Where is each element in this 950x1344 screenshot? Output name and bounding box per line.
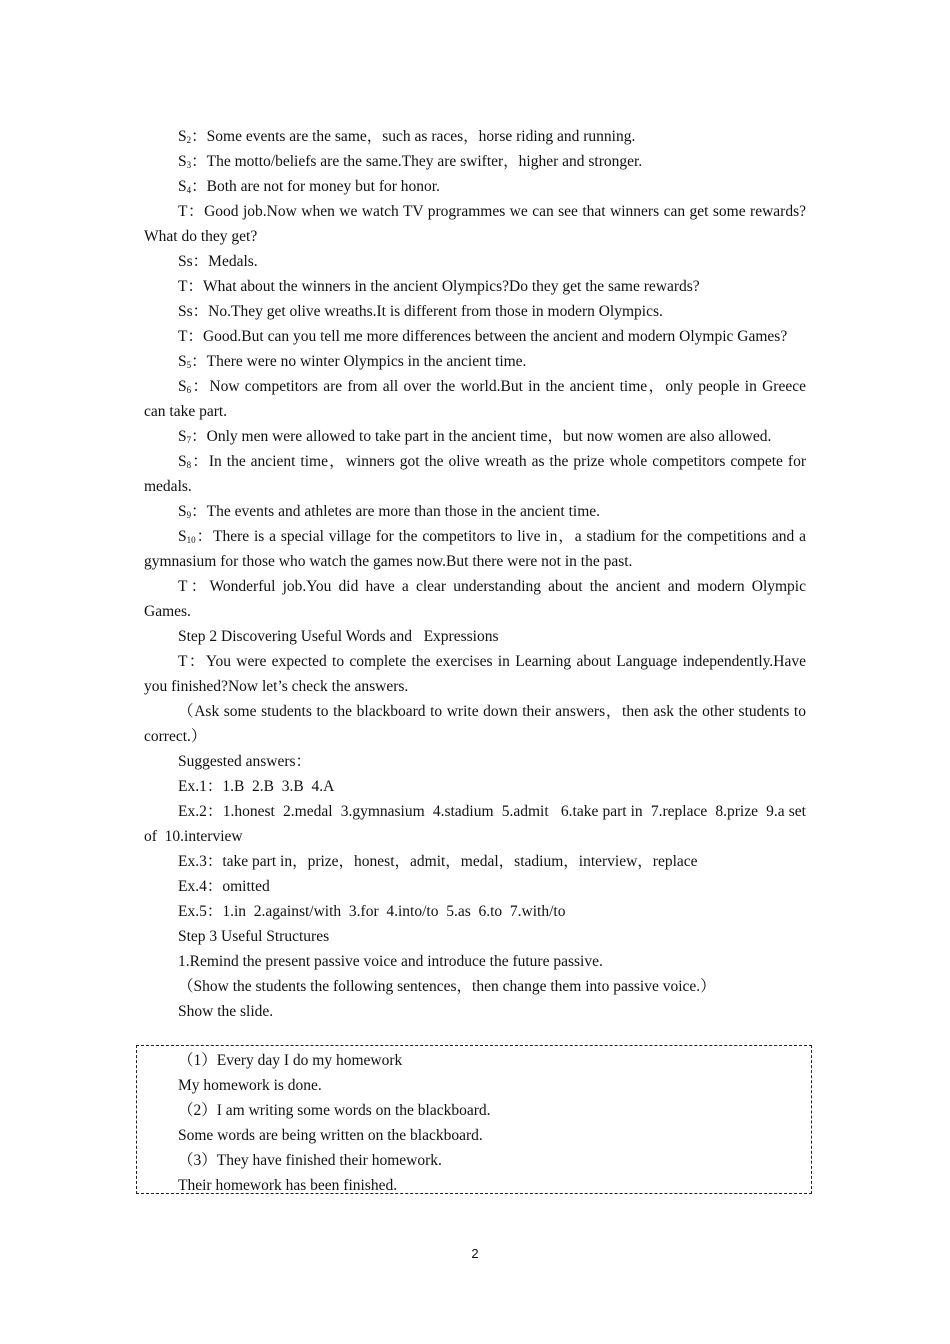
speaker-separator: ： — [195, 528, 214, 545]
speaker-label: Ss — [178, 253, 193, 270]
speaker-label: Ss — [178, 303, 193, 320]
speaker-number: 10 — [186, 535, 196, 545]
speaker-separator: ： — [192, 303, 209, 320]
speaker-label: S — [178, 153, 187, 170]
speaker-separator: ： — [191, 153, 207, 170]
dialogue-line — [144, 124, 806, 149]
speaker-label: S — [178, 503, 187, 520]
dialogue-line — [144, 374, 810, 424]
dialogue-line — [144, 274, 806, 299]
step2-heading: Step 2 Discovering Useful Words and Expressions — [178, 628, 499, 645]
page-number: 2 — [471, 1246, 479, 1261]
line-text: You were expected to complete the exercises in Learning about Language independently.Have you finished?Now let’s check the answers. — [144, 653, 810, 695]
speaker-number: 7 — [186, 435, 192, 445]
speaker-label: S — [178, 378, 187, 395]
line-text: There is a special village for the competitors to live in，a stadium for the competitions and a gymnasium for those who watch the games now.But there were not in the past. — [144, 528, 810, 570]
line-text: Both are not for money but for honor. — [206, 178, 440, 195]
slide-line: （1）Every day I do my homework — [178, 1052, 403, 1069]
speaker-number: 6 — [186, 385, 192, 395]
speaker-separator: ： — [187, 278, 203, 295]
speaker-label: T — [178, 578, 188, 595]
dialogue-line — [144, 499, 806, 524]
speaker-separator: ： — [191, 503, 207, 520]
line-text: No.They get olive wreaths.It is different from those in modern Olympics. — [208, 303, 663, 320]
line-text: Wonderful job.You did have a clear understanding about the ancient and modern Olympic Games. — [144, 578, 810, 620]
speaker-separator: ： — [191, 378, 210, 395]
speaker-separator: ： — [187, 203, 205, 220]
speaker-label: T — [178, 203, 188, 220]
slide-line: Their homework has been finished. — [178, 1177, 398, 1194]
exercise-4-answers: Ex.4：omitted — [178, 878, 270, 895]
dialogue-line — [144, 199, 806, 249]
line-text: In the ancient time，winners got the olive wreath as the prize whole competitors compete for medals. — [144, 453, 810, 495]
step3-heading: Step 3 Useful Structures — [178, 928, 330, 945]
dialogue-line — [144, 149, 806, 174]
exercise-1-answers: Ex.1：1.B 2.B 3.B 4.A — [178, 778, 335, 795]
speaker-separator: ： — [191, 178, 207, 195]
exercise-3-answers: Ex.3：take part in，prize，honest，admit，medal，stadium，interview，replace — [178, 853, 698, 870]
dialogue-line — [144, 324, 806, 349]
slide-line: （2）I am writing some words on the blackboard. — [178, 1102, 491, 1119]
speaker-number: 2 — [186, 135, 192, 145]
speaker-label: S — [178, 128, 187, 145]
speaker-number: 9 — [186, 510, 192, 520]
speaker-separator: ： — [191, 428, 207, 445]
speaker-separator: ： — [191, 453, 209, 470]
exercise-2-answers: Ex.2：1.honest 2.medal 3.gymnasium 4.stadium 5.admit 6.take part in 7.replace 8.prize 9.a set of 10.interview — [144, 803, 810, 845]
speaker-label: S — [178, 178, 187, 195]
dialogue-line — [144, 174, 806, 199]
slide-line: Some words are being written on the blackboard. — [178, 1127, 483, 1144]
speaker-separator: ： — [187, 653, 206, 670]
step3-item-1: 1.Remind the present passive voice and introduce the future passive. — [178, 953, 603, 970]
speaker-label: S — [178, 528, 187, 545]
step3-instruction: （Show the students the following sentences，then change them into passive voice.） — [178, 978, 716, 995]
speaker-separator: ： — [192, 253, 209, 270]
speaker-separator: ： — [187, 578, 210, 595]
step2-instruction: （Ask some students to the blackboard to write down their answers，then ask the other students to correct.） — [144, 703, 810, 745]
speaker-separator: ： — [191, 353, 207, 370]
speaker-number: 3 — [186, 160, 192, 170]
speaker-label: T — [178, 328, 188, 345]
line-text: There were no winter Olympics in the ancient time. — [206, 353, 527, 370]
dialogue-line — [144, 349, 806, 374]
speaker-label: S — [178, 453, 187, 470]
step2-teacher-line — [144, 649, 810, 699]
speaker-separator: ： — [187, 328, 203, 345]
speaker-label: T — [178, 278, 188, 295]
line-text: Some events are the same，such as races，horse riding and running. — [206, 128, 636, 145]
slide-line: （3）They have finished their homework. — [178, 1152, 442, 1169]
dialogue-line — [144, 249, 806, 274]
slide-box — [144, 1048, 806, 1198]
page-content — [144, 124, 810, 1024]
slide-line: My homework is done. — [178, 1077, 322, 1094]
line-text: The events and athletes are more than those in the ancient time. — [206, 503, 601, 520]
line-text: Good.But can you tell me more differences between the ancient and modern Olympic Games? — [202, 328, 788, 345]
dialogue-line — [144, 574, 810, 624]
line-text: What about the winners in the ancient Olympics?Do they get the same rewards? — [202, 278, 700, 295]
suggested-answers-label: Suggested answers： — [178, 753, 312, 770]
speaker-number: 5 — [186, 360, 192, 370]
dialogue — [144, 124, 810, 624]
speaker-number: 8 — [186, 460, 192, 470]
line-text: The motto/beliefs are the same.They are swifter，higher and stronger. — [206, 153, 643, 170]
exercise-5-answers: Ex.5：1.in 2.against/with 3.for 4.into/to 5.as 6.to 7.with/to — [178, 903, 566, 920]
speaker-label: S — [178, 428, 187, 445]
line-text: Now competitors are from all over the world.But in the ancient time，only people in Greece can take part. — [144, 378, 810, 420]
speaker-number: 4 — [186, 185, 192, 195]
dialogue-line — [144, 299, 806, 324]
speaker-label: S — [178, 353, 187, 370]
dialogue-line — [144, 449, 810, 499]
speaker-label: T — [178, 653, 188, 670]
dialogue-line — [144, 424, 806, 449]
speaker-separator: ： — [191, 128, 207, 145]
dialogue-line — [144, 524, 810, 574]
line-text: Medals. — [208, 253, 258, 270]
line-text: Good job.Now when we watch TV programmes we can see that winners can get some rewards?What do they get? — [144, 203, 806, 245]
show-slide-line: Show the slide. — [178, 1003, 274, 1020]
line-text: Only men were allowed to take part in the ancient time，but now women are also allowed. — [206, 428, 772, 445]
